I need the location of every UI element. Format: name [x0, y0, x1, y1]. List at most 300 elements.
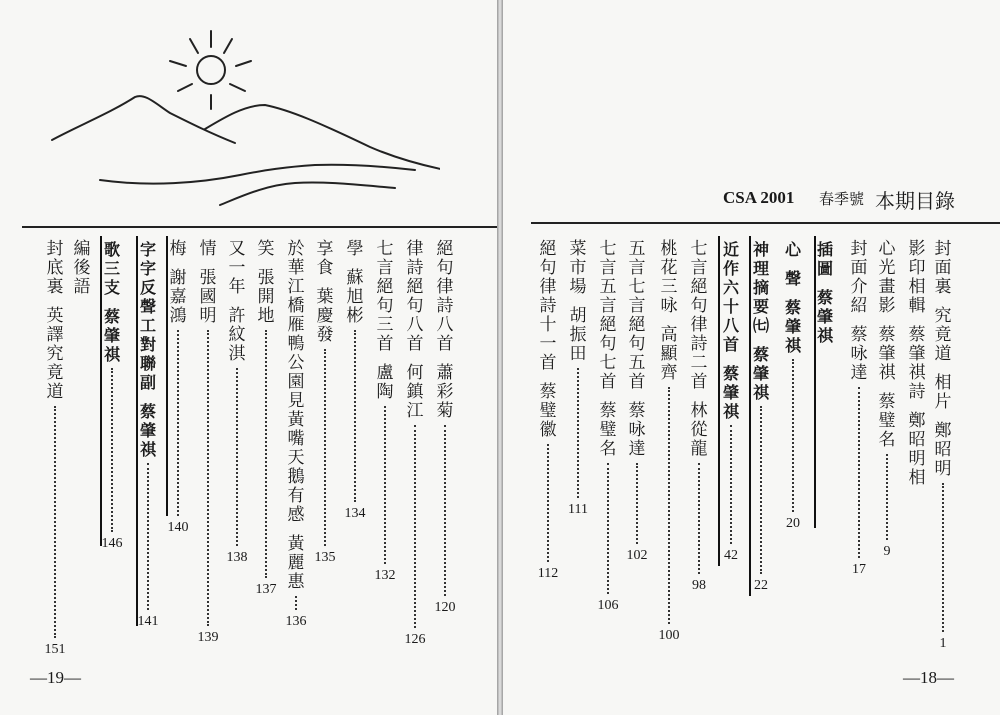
toc-title-char: 場: [569, 277, 587, 297]
toc-title-char: 咏: [660, 296, 678, 316]
toc-detail-char: 發: [316, 325, 334, 345]
toc-detail-char: 詩: [908, 382, 926, 402]
toc-entry[interactable]: [226, 240, 248, 546]
toc-detail-char: 盧: [376, 363, 394, 383]
toc-detail-char: 嘉: [169, 287, 187, 307]
right-page: [503, 0, 1000, 715]
toc-title-char: 詩: [436, 296, 454, 316]
toc-detail-char: 菊: [436, 401, 454, 421]
toc-page-number: 42: [724, 548, 738, 563]
toc-title-char: 律: [436, 277, 454, 297]
toc-detail-char: 肇: [103, 326, 120, 345]
toc-detail-char: 高: [660, 325, 678, 345]
toc-title-char: 作: [722, 259, 739, 278]
toc-detail-char: 祺: [816, 326, 833, 345]
toc-title-char: 歌: [103, 240, 120, 259]
toc-detail-char: 地: [257, 306, 275, 326]
toc-title-char: 面: [850, 258, 868, 278]
toc-detail-char: 彬: [346, 306, 364, 326]
toc-title-char: 鴨: [287, 334, 305, 354]
leader-dots: [730, 425, 732, 544]
toc-title-char: 七: [599, 239, 617, 259]
toc-title-char: 天: [287, 448, 305, 468]
toc-title-char: 律: [690, 315, 708, 335]
toc-detail-char: 田: [569, 344, 587, 364]
leader-dots: [668, 387, 670, 624]
toc-entry[interactable]: [255, 240, 277, 578]
toc-title-char: 梅: [169, 239, 187, 259]
toc-entry[interactable]: [567, 240, 589, 498]
toc-title-char: 年: [228, 277, 246, 297]
toc-detail-char: 肇: [878, 344, 896, 364]
toc-detail-char: 蔡: [628, 401, 646, 421]
toc-title-char: 紹: [850, 296, 868, 316]
toc-detail-char: 鎮: [406, 382, 424, 402]
toc-title-char: 光: [878, 258, 896, 278]
toc-title-char: 一: [539, 334, 557, 354]
toc-detail-char: 肇: [816, 307, 833, 326]
toc-detail-char: 蔡: [752, 345, 769, 364]
toc-detail-char: 黃: [287, 534, 305, 554]
toc-detail-char: 祺: [103, 345, 120, 364]
toc-page-number: 112: [537, 566, 559, 581]
toc-detail-char: 蕭: [436, 363, 454, 383]
toc-title-char: 絕: [690, 277, 708, 297]
toc-detail-char: 蘇: [346, 268, 364, 288]
toc-title-char: 對: [139, 335, 156, 354]
sun-mountain-illustration: [40, 25, 440, 210]
toc-title-char: 市: [569, 258, 587, 278]
toc-title-char: 言: [599, 258, 617, 278]
toc-title-char: 首: [690, 372, 708, 392]
toc-title-char: 絕: [376, 277, 394, 297]
toc-page-number: 138: [226, 550, 248, 565]
toc-title-char: 詩: [690, 334, 708, 354]
toc-detail-char: 蔡: [722, 364, 739, 383]
leader-dots: [265, 330, 267, 578]
toc-title-char: 裏: [46, 277, 64, 297]
leader-dots: [324, 349, 326, 546]
toc-title-char: 心: [784, 240, 801, 259]
leader-dots: [54, 406, 56, 638]
section-divider: [814, 236, 816, 528]
toc-title-char: 底: [46, 258, 64, 278]
toc-title-char: 字: [139, 240, 156, 259]
toc-page-number: 146: [101, 536, 123, 551]
toc-title-char: 封: [46, 239, 64, 259]
toc-title-char: 神: [752, 240, 769, 259]
toc-detail-char: 明: [934, 459, 952, 479]
toc-entry[interactable]: [314, 240, 336, 546]
toc-title-char: 絕: [599, 315, 617, 335]
toc-title-char: 相: [908, 277, 926, 297]
toc-detail-char: 肇: [908, 344, 926, 364]
toc-title-char: 七: [599, 353, 617, 373]
toc-title-char: 又: [228, 239, 246, 259]
toc-title-char: 雁: [287, 315, 305, 335]
leader-dots: [760, 406, 762, 574]
toc-title-char: 江: [287, 277, 305, 297]
toc-detail-char: 竟: [934, 325, 952, 345]
leader-dots: [236, 368, 238, 546]
toc-detail-char: 璧: [539, 401, 557, 421]
toc-title-char: 封: [934, 239, 952, 259]
toc-title-char: 華: [287, 258, 305, 278]
toc-title-char: 近: [722, 240, 739, 259]
toc-detail-char: 祺: [722, 402, 739, 421]
toc-title-char: 嘴: [287, 429, 305, 449]
toc-detail-char: 達: [628, 439, 646, 459]
leader-dots: [414, 425, 416, 628]
toc-title-char: 後: [73, 258, 91, 278]
toc-title-char: 八: [436, 315, 454, 335]
toc-detail-char: 名: [599, 439, 617, 459]
toc-page-number: 137: [255, 582, 277, 597]
toc-title-char: 影: [908, 239, 926, 259]
toc-detail-char: 譯: [46, 325, 64, 345]
toc-title-char: 言: [599, 296, 617, 316]
toc-rule: [22, 226, 497, 228]
toc-title-char: 七: [376, 239, 394, 259]
toc-title-char: 首: [436, 334, 454, 354]
toc-detail-char: 齊: [660, 363, 678, 383]
leader-dots: [886, 454, 888, 540]
toc-detail-char: 肇: [784, 317, 801, 336]
toc-title-char: 首: [628, 372, 646, 392]
toc-detail-char: 明: [199, 306, 217, 326]
toc-detail-char: 咏: [628, 420, 646, 440]
section-divider: [100, 236, 102, 546]
toc-entry[interactable]: [434, 240, 456, 596]
leader-dots: [636, 463, 638, 544]
toc-detail-char: 道: [46, 382, 64, 402]
toc-detail-char: 從: [690, 420, 708, 440]
toc-entry[interactable]: [44, 240, 66, 638]
toc-title-char: 首: [406, 334, 424, 354]
toc-title-char: 畫: [878, 277, 896, 297]
toc-entry[interactable]: [374, 240, 396, 564]
toc-detail-char: 咏: [850, 344, 868, 364]
toc-detail-char: 相: [934, 373, 952, 393]
toc-entry[interactable]: [597, 240, 619, 594]
toc-detail-char: 璧: [599, 420, 617, 440]
toc-detail-char: 蔡: [908, 325, 926, 345]
toc-page-number: 140: [167, 520, 189, 535]
toc-entry[interactable]: [750, 240, 772, 574]
toc-detail-char: 江: [406, 401, 424, 421]
toc-title-char: 心: [878, 239, 896, 259]
toc-detail-char: 彩: [436, 382, 454, 402]
leader-dots: [444, 425, 446, 596]
toc-title-char: 一: [228, 258, 246, 278]
toc-title-char: 句: [628, 334, 646, 354]
toc-title-char: 言: [690, 258, 708, 278]
toc-entry[interactable]: [71, 240, 93, 297]
toc-entry[interactable]: [876, 240, 898, 540]
toc-title-char: 食: [316, 258, 334, 278]
toc-title-char: 副: [139, 373, 156, 392]
toc-page-number: 102: [626, 548, 648, 563]
toc-detail-char: 祺: [752, 383, 769, 402]
toc-detail-char: 竟: [46, 363, 64, 383]
leader-dots: [858, 387, 860, 558]
header-magazine: CSA 2001: [723, 188, 795, 207]
toc-title-char: 字: [139, 259, 156, 278]
toc-title-char: 插: [816, 240, 833, 259]
toc-entry[interactable]: [404, 240, 426, 628]
toc-title-char: 詩: [406, 258, 424, 278]
toc-title-char: 八: [722, 316, 739, 335]
toc-detail-char: 張: [257, 268, 275, 288]
toc-page-number: 17: [852, 562, 866, 577]
toc-page-number: 134: [344, 506, 366, 521]
leader-dots: [295, 596, 297, 610]
left-page: [0, 0, 497, 715]
toc-page-number: 1: [939, 636, 947, 651]
toc-title-char: 詩: [539, 296, 557, 316]
toc-title-char: 言: [628, 258, 646, 278]
toc-title-char: 花: [660, 258, 678, 278]
toc-detail-char: 顯: [660, 344, 678, 364]
page-number-left: —19—: [30, 668, 81, 687]
toc-page-number: 120: [434, 600, 456, 615]
toc-detail-char: 蔡: [599, 401, 617, 421]
toc-title-char: ㈦: [752, 316, 769, 335]
toc-page-number: 126: [404, 632, 426, 647]
section-divider: [136, 236, 138, 626]
toc-title-char: 六: [722, 278, 739, 297]
toc-title-char: 裏: [934, 277, 952, 297]
toc-page-number: 106: [597, 598, 619, 613]
toc-detail-char: 徽: [539, 420, 557, 440]
toc-title-char: 首: [376, 334, 394, 354]
toc-detail-char: 林: [690, 401, 708, 421]
toc-page-number: 100: [658, 628, 680, 643]
toc-entry[interactable]: [626, 240, 648, 544]
toc-detail-char: 國: [199, 287, 217, 307]
toc-page-number: 22: [754, 578, 768, 593]
toc-entry[interactable]: [932, 240, 954, 632]
toc-title-char: 影: [878, 296, 896, 316]
toc-title-char: 律: [406, 239, 424, 259]
toc-detail-char: 達: [850, 363, 868, 383]
toc-title-char: 於: [287, 239, 305, 259]
toc-detail-char: 肇: [139, 421, 156, 440]
toc-page-number: 132: [374, 568, 396, 583]
leader-dots: [354, 330, 356, 502]
toc-entry[interactable]: [782, 240, 804, 512]
toc-detail-char: 蔡: [103, 307, 120, 326]
toc-detail-char: 祺: [878, 363, 896, 383]
page-number-right: —18—: [903, 668, 954, 687]
leader-dots: [384, 406, 386, 564]
toc-title-char: 有: [287, 486, 305, 506]
section-divider: [718, 236, 720, 566]
toc-title-char: 桃: [660, 239, 678, 259]
toc-title-char: 圖: [816, 259, 833, 278]
toc-detail-char: 蔡: [878, 325, 896, 345]
toc-entry[interactable]: [285, 240, 307, 610]
toc-page-number: 136: [285, 614, 307, 629]
toc-title-char: 句: [406, 296, 424, 316]
toc-title-char: 三: [376, 315, 394, 335]
leader-dots: [792, 359, 794, 512]
toc-title-char: 七: [690, 239, 708, 259]
toc-detail-char: 片: [934, 392, 952, 412]
toc-entry[interactable]: [344, 240, 366, 502]
leader-dots: [942, 483, 944, 632]
toc-detail-char: 道: [934, 344, 952, 364]
toc-title-char: 理: [752, 259, 769, 278]
toc-detail-char: 蔡: [139, 402, 156, 421]
toc-title-char: 菜: [569, 239, 587, 259]
toc-title-char: 享: [316, 239, 334, 259]
toc-page-number: 139: [197, 630, 219, 645]
toc-title-char: 黃: [287, 410, 305, 430]
leader-dots: [547, 444, 549, 562]
toc-title-char: 支: [103, 278, 120, 297]
toc-detail-char: 旭: [346, 287, 364, 307]
toc-detail-char: 蔡: [784, 298, 801, 317]
toc-title-char: 三: [660, 277, 678, 297]
toc-detail-char: 昭: [908, 430, 926, 450]
toc-detail-char: 蔡: [816, 288, 833, 307]
toc-detail-char: 鴻: [169, 306, 187, 326]
toc-detail-char: 祺: [139, 440, 156, 459]
toc-title-char: 句: [690, 296, 708, 316]
toc-title-char: 印: [908, 258, 926, 278]
toc-entry[interactable]: [906, 240, 928, 488]
toc-entry[interactable]: [537, 240, 559, 562]
toc-title-char: 八: [406, 315, 424, 335]
toc-title-char: 五: [628, 353, 646, 373]
toc-title-char: 公: [287, 353, 305, 373]
toc-title-char: 面: [934, 258, 952, 278]
toc-entry[interactable]: [720, 240, 742, 544]
toc-title-char: 句: [599, 334, 617, 354]
header-issue: 春季號: [819, 190, 865, 208]
toc-title-char: 律: [539, 277, 557, 297]
toc-detail-char: 肇: [752, 364, 769, 383]
toc-entry[interactable]: [101, 240, 123, 532]
toc-detail-char: 究: [46, 344, 64, 364]
toc-detail-char: 相: [908, 468, 926, 488]
toc-detail-char: 慶: [316, 306, 334, 326]
leader-dots: [577, 368, 579, 498]
toc-title-char: 七: [628, 277, 646, 297]
toc-page-number: 151: [44, 642, 66, 657]
toc-detail-char: 何: [406, 363, 424, 383]
toc-title-char: 首: [539, 353, 557, 373]
toc-heading: 本期目錄: [875, 189, 955, 213]
toc-detail-char: 祺: [784, 336, 801, 355]
toc-detail-char: 振: [569, 325, 587, 345]
toc-title-char: 摘: [752, 278, 769, 297]
toc-detail-char: 麗: [287, 553, 305, 573]
toc-detail-char: 鄭: [934, 421, 952, 441]
toc-detail-char: 謝: [169, 268, 187, 288]
section-divider: [749, 236, 751, 596]
toc-title-char: 編: [73, 239, 91, 259]
toc-title-char: 要: [752, 297, 769, 316]
toc-page-number: 135: [314, 550, 336, 565]
toc-title-char: 句: [539, 258, 557, 278]
toc-page-number: 98: [692, 578, 706, 593]
toc-detail-char: 許: [228, 306, 246, 326]
toc-title-char: 絕: [539, 239, 557, 259]
toc-entry[interactable]: [688, 240, 710, 574]
toc-entry[interactable]: [197, 240, 219, 626]
toc-page-number: 111: [568, 502, 588, 517]
toc-title-char: 聯: [139, 354, 156, 373]
toc-detail-char: 蔡: [878, 392, 896, 412]
section-divider: [166, 236, 168, 516]
toc-title-char: 聲: [784, 269, 801, 288]
toc-title-char: 語: [73, 277, 91, 297]
toc-detail-char: 惠: [287, 572, 305, 592]
toc-detail-char: 明: [908, 449, 926, 469]
toc-page-number: 141: [137, 614, 159, 629]
toc-detail-char: 張: [199, 268, 217, 288]
toc-entry[interactable]: [814, 240, 836, 345]
toc-title-char: 二: [690, 353, 708, 373]
leader-dots: [147, 463, 149, 610]
toc-detail-char: 紋: [228, 325, 246, 345]
toc-page-number: 9: [883, 544, 891, 559]
toc-detail-char: 昭: [934, 440, 952, 460]
toc-detail-char: 名: [878, 430, 896, 450]
toc-detail-char: 葉: [316, 287, 334, 307]
toc-entry[interactable]: [137, 240, 159, 610]
toc-entry[interactable]: [167, 240, 189, 516]
toc-title-char: 十: [722, 297, 739, 316]
toc-title-char: 學: [346, 239, 364, 259]
toc-title-char: 首: [599, 372, 617, 392]
toc-detail-char: 龍: [690, 439, 708, 459]
leader-dots: [698, 463, 700, 574]
toc-title-char: 句: [376, 296, 394, 316]
toc-title-char: 鵝: [287, 467, 305, 487]
toc-title-char: 感: [287, 505, 305, 525]
toc-detail-char: 陶: [376, 382, 394, 402]
toc-entry[interactable]: [658, 240, 680, 624]
toc-detail-char: 開: [257, 287, 275, 307]
toc-title-char: 五: [599, 277, 617, 297]
toc-rule: [531, 222, 1000, 224]
leader-dots: [111, 368, 113, 532]
toc-detail-char: 祺: [908, 363, 926, 383]
toc-title-char: 言: [628, 296, 646, 316]
toc-title-char: 封: [850, 239, 868, 259]
toc-detail-char: 蔡: [539, 382, 557, 402]
toc-title-char: 十: [539, 315, 557, 335]
toc-title-char: 首: [722, 335, 739, 354]
toc-title-char: 聲: [139, 297, 156, 316]
leader-dots: [207, 330, 209, 626]
toc-detail-char: 鄭: [908, 411, 926, 431]
toc-detail-char: 英: [46, 306, 64, 326]
toc-detail-char: 胡: [569, 306, 587, 326]
toc-title-char: 絕: [628, 315, 646, 335]
toc-entry[interactable]: [848, 240, 870, 558]
toc-detail-char: 肇: [722, 383, 739, 402]
toc-title-char: 橋: [287, 296, 305, 316]
toc-detail-char: 璧: [878, 411, 896, 431]
toc-title-char: 輯: [908, 296, 926, 316]
toc-detail-char: 究: [934, 306, 952, 326]
toc-title-char: 言: [376, 258, 394, 278]
toc-title-char: 園: [287, 372, 305, 392]
